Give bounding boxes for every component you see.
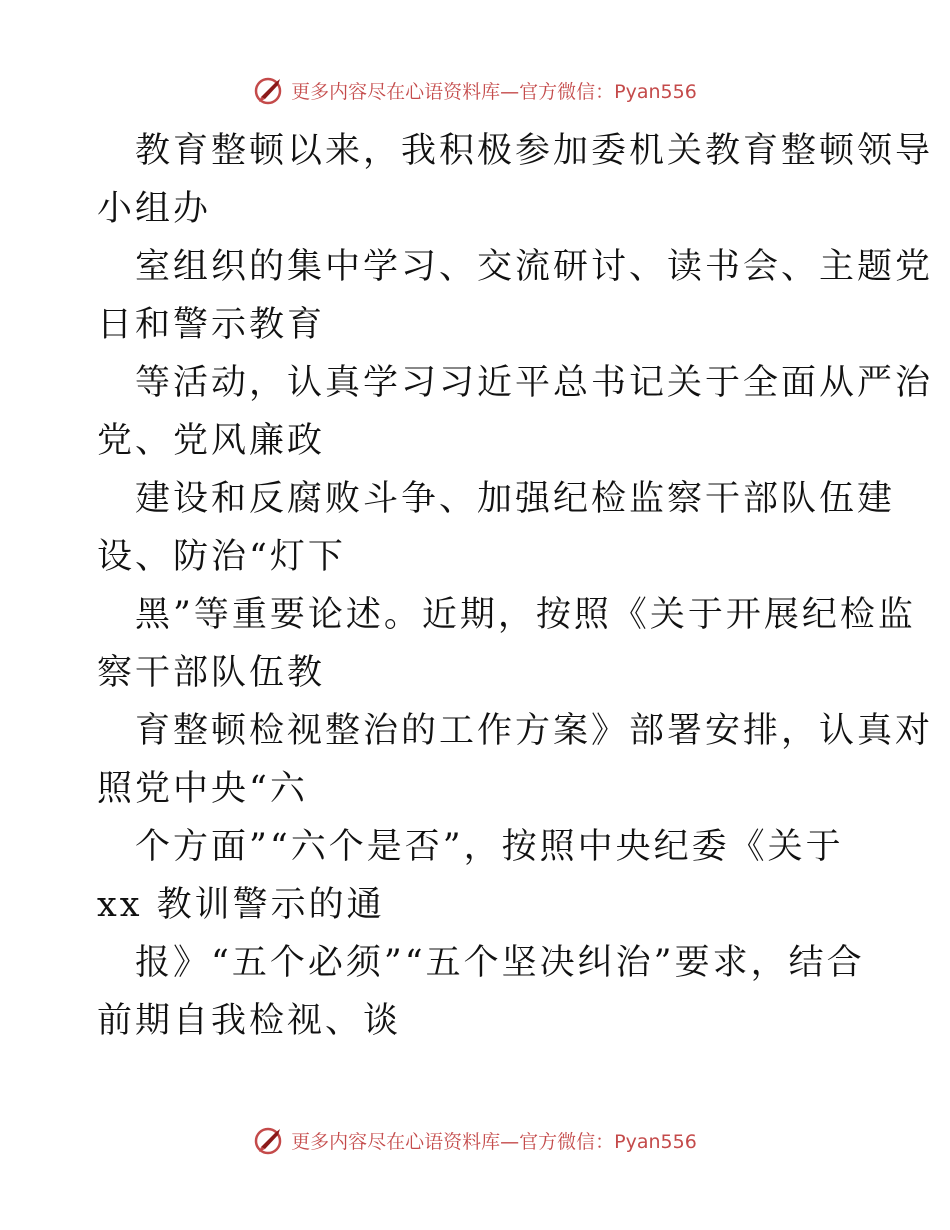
pen-logo-icon — [253, 1123, 287, 1157]
text-line: 等活动，认真学习习近平总书记关于全面从严治 — [135, 363, 934, 403]
text-line: 教育整顿以来，我积极参加委机关教育整顿领导 — [135, 131, 934, 171]
footer-banner-text: 更多内容尽在心语资料库—官方微信：Pyan556 — [291, 1130, 697, 1153]
text-line: 党、党风廉政 — [97, 421, 326, 461]
text-line: 照党中央“六 — [97, 769, 308, 809]
header-banner — [0, 70, 950, 110]
text-line: 黑”等重要论述。近期，按照《关于开展纪检监 — [135, 595, 916, 635]
text-line: xx 教训警示的通 — [97, 885, 385, 925]
text-line: 建设和反腐败斗争、加强纪检监察干部队伍建 — [135, 479, 896, 519]
text-line: 个方面”“六个是否”，按照中央纪委《关于 — [135, 827, 844, 867]
header-banner-text: 更多内容尽在心语资料库—官方微信：Pyan556 — [291, 80, 697, 103]
text-line: 前期自我检视、谈 — [97, 1001, 402, 1041]
pen-logo-icon — [253, 73, 287, 107]
text-line: 察干部队伍教 — [97, 653, 326, 693]
text-line: 室组织的集中学习、交流研讨、读书会、主题党 — [135, 247, 934, 287]
text-line: 日和警示教育 — [97, 305, 326, 345]
text-line: 小组办 — [97, 189, 212, 229]
text-line: 育整顿检视整治的工作方案》部署安排，认真对 — [135, 711, 934, 751]
footer-banner — [0, 1120, 950, 1160]
text-line: 报》“五个必须”“五个坚决纠治”要求，结合 — [135, 943, 865, 983]
text-line: 设、防治“灯下 — [97, 537, 346, 577]
document-body — [97, 122, 934, 1050]
